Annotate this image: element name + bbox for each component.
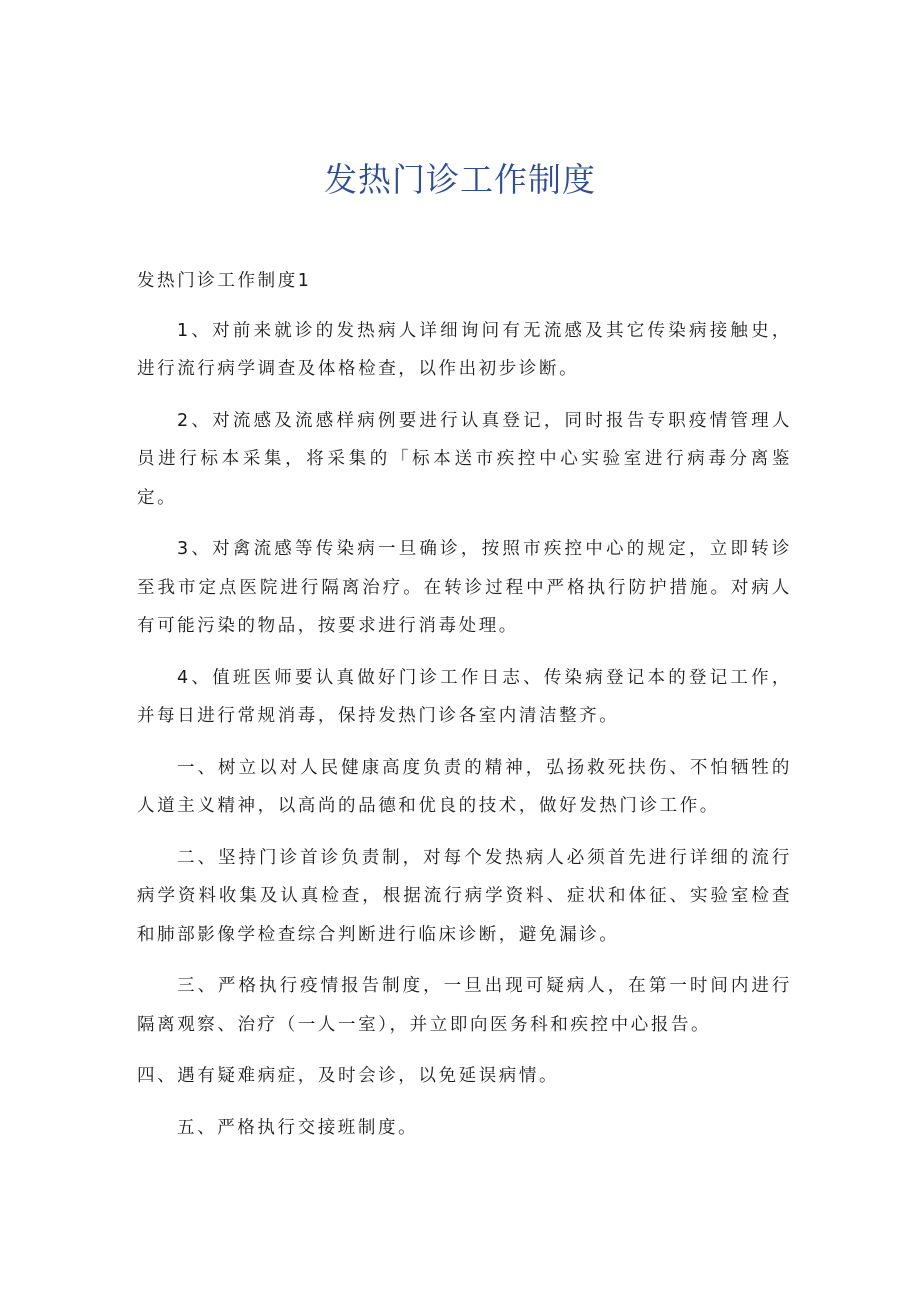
document-body xyxy=(137,262,792,1160)
paragraph-rule-3: 3、对禽流感等传染病一旦确诊，按照市疾控中心的规定，立即转诊至我市定点医院进行隔离治疗。在转诊过程中严格执行防护措施。对病人有可能污染的物品，按要求进行消毒处理。 xyxy=(137,539,792,636)
paragraph-rule-1: 1、对前来就诊的发热病人详细询问有无流感及其它传染病接触史，进行流行病学调查及体格检查，以作出初步诊断。 xyxy=(137,320,792,379)
paragraph-principle-5: 五、严格执行交接班制度。 xyxy=(177,1117,419,1138)
paragraph-principle-1: 一、树立以对人民健康高度负责的精神，弘扬救死扶伤、不怕牺牲的人道主义精神，以高尚的品德和优良的技术，做好发热门诊工作。 xyxy=(137,757,792,816)
section-subheading: 发热门诊工作制度1 xyxy=(137,271,312,291)
paragraph-rule-2: 2、对流感及流感样病例要进行认真登记，同时报告专职疫情管理人员进行标本采集，将采集的「标本送市疾控中心实验室进行病毒分离鉴定。 xyxy=(137,410,792,508)
paragraph-rule-4: 4、值班医师要认真做好门诊工作日志、传染病登记本的登记工作，并每日进行常规消毒，保持发热门诊各室内清洁整齐。 xyxy=(137,667,792,726)
paragraph-principle-4: 四、遇有疑难病症，及时会诊，以免延误病情。 xyxy=(137,1066,560,1086)
paragraph-principle-3: 三、严格执行疫情报告制度，一旦出现可疑病人，在第一时间内进行隔离观察、治疗（一人一室），并立即向医务科和疾控中心报告。 xyxy=(137,976,792,1035)
paragraph-principle-2: 二、坚持门诊首诊负责制，对每个发热病人必须首先进行详细的流行病学资料收集及认真检查，根据流行病学资料、症状和体征、实验室检查和肺部影像学检查综合判断进行临床诊断，避免漏诊。 xyxy=(137,847,792,945)
document-title: 发热门诊工作制度 xyxy=(324,160,596,199)
